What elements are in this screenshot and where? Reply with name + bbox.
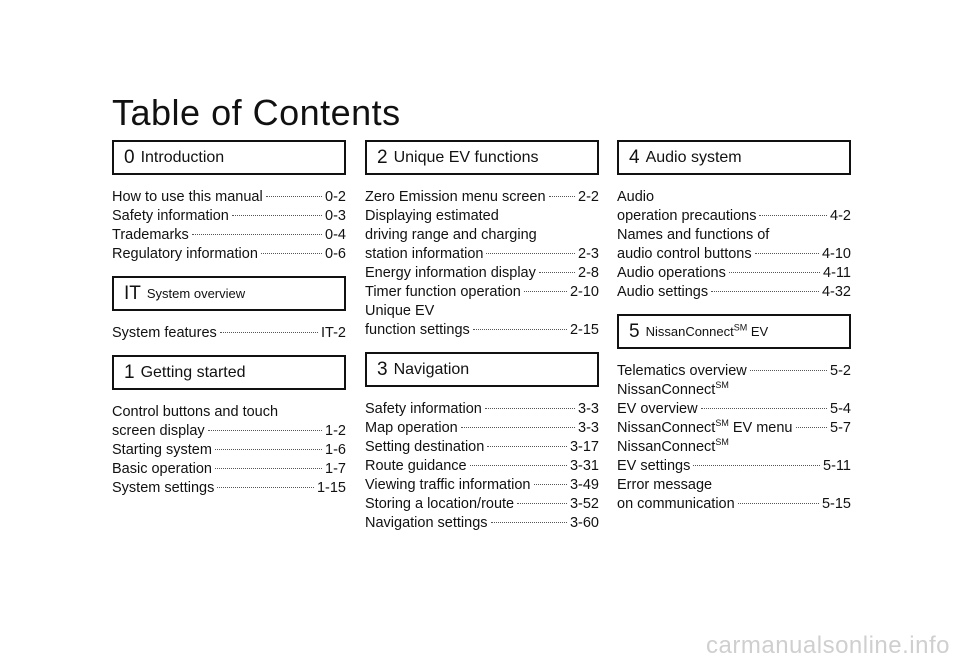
entry-label-text: operation precautions [617, 208, 757, 224]
entry-label [617, 495, 735, 514]
entry-page-number: 5-7 [830, 420, 851, 436]
entry-label [112, 245, 258, 264]
entry-page-number: IT-2 [321, 325, 346, 341]
section-name: Unique EV functions [393, 148, 539, 166]
entry-lead-label: Audio [617, 189, 655, 205]
entry-row [365, 188, 599, 207]
leader-dots [693, 465, 820, 466]
leader-dots [461, 427, 575, 428]
leader-dots [517, 503, 567, 504]
superscript-mark: SM [715, 418, 729, 429]
toc-section [112, 355, 346, 498]
superscript-mark: SM [733, 322, 748, 333]
toc-entry[interactable] [617, 188, 851, 226]
entry-label [112, 479, 214, 498]
entry-row [365, 495, 599, 514]
entry-page-number: 4-2 [830, 208, 851, 224]
toc-section [365, 140, 599, 340]
leader-dots [549, 196, 576, 197]
entry-label [112, 188, 263, 207]
toc-entry[interactable] [365, 514, 599, 533]
entry-page-number: 4-32 [821, 284, 851, 300]
entry-label [617, 264, 726, 283]
toc-entry[interactable] [617, 419, 851, 438]
entry-label [617, 207, 756, 226]
entry-page-number: 5-2 [830, 363, 851, 379]
section-number: 2 [377, 146, 388, 168]
toc-column-1 [112, 140, 346, 510]
toc-entry[interactable] [112, 207, 346, 226]
entry-row [617, 207, 851, 226]
entry-page-number: 1-7 [325, 461, 346, 477]
toc-entry[interactable] [112, 441, 346, 460]
entry-label [112, 441, 212, 460]
entry-label-text: System features [112, 325, 217, 341]
entry-label [365, 245, 483, 264]
entry-label [617, 362, 747, 381]
entry-label-text: Viewing traffic information [365, 477, 531, 493]
entry-lead-text [365, 207, 599, 245]
toc-entry[interactable] [365, 476, 599, 495]
section-name-suffix [734, 324, 768, 339]
entry-label-text: Route guidance [365, 458, 467, 474]
superscript-mark: SM [715, 437, 729, 448]
entry-page-number: 1-15 [316, 480, 346, 496]
entry-label [365, 321, 470, 340]
watermark: carmanualsonline.info [706, 632, 950, 659]
toc-entry[interactable] [365, 419, 599, 438]
entry-label-text: Basic operation [112, 461, 212, 477]
leader-dots [729, 272, 820, 273]
entry-label-text: Navigation settings [365, 515, 488, 531]
leader-dots [261, 253, 322, 254]
toc-entry[interactable] [112, 403, 346, 441]
entry-row [365, 264, 599, 283]
entry-row [365, 283, 599, 302]
entry-lead-label: Error message [617, 477, 713, 493]
entry-label-text: System settings [112, 480, 215, 496]
entry-row [365, 245, 599, 264]
toc-entry[interactable] [365, 302, 599, 340]
entry-row [112, 441, 346, 460]
entry-row [112, 324, 346, 343]
section-header[interactable] [365, 352, 599, 387]
entry-row [365, 419, 599, 438]
entry-label-text: station information [365, 246, 484, 262]
entry-lead-label: Control buttons and touch [112, 404, 279, 420]
entry-lead-text [617, 226, 851, 245]
section-name: Getting started [140, 363, 246, 381]
entry-page-number: 2-8 [578, 265, 599, 281]
entry-row [617, 400, 851, 419]
leader-dots [711, 291, 819, 292]
toc-entry[interactable] [617, 283, 851, 302]
entry-page-number: 0-4 [325, 227, 346, 243]
toc-entry[interactable] [365, 495, 599, 514]
section-number: 0 [124, 146, 135, 168]
entry-label [365, 438, 484, 457]
entry-page-number: 0-6 [325, 246, 346, 262]
entry-label [112, 226, 189, 245]
section-header[interactable] [112, 355, 346, 390]
entry-page-number: 5-11 [823, 458, 851, 474]
entry-lead-text [617, 381, 851, 400]
entry-page-number: 0-3 [325, 208, 346, 224]
entry-page-number: 3-52 [569, 496, 599, 512]
toc-entry[interactable] [365, 457, 599, 476]
entry-label [365, 283, 521, 302]
leader-dots [738, 503, 819, 504]
entry-lead-text [617, 438, 851, 457]
entry-label-text: screen display [112, 423, 205, 439]
entry-label-text: Telematics overview [617, 363, 747, 379]
entry-label-text: Energy information display [365, 265, 536, 281]
entry-page-number: 1-6 [325, 442, 346, 458]
entry-label [112, 422, 205, 441]
toc-entry[interactable] [365, 283, 599, 302]
entry-row [617, 283, 851, 302]
entry-label-text: EV overview [617, 401, 698, 417]
entry-row [617, 245, 851, 264]
leader-dots [755, 253, 819, 254]
entry-label-text: on communication [617, 496, 735, 512]
leader-dots [491, 522, 567, 523]
entry-lead-text [365, 302, 599, 321]
entry-label-text: Storing a location/route [365, 496, 515, 512]
leader-dots [470, 465, 567, 466]
entry-label-text: function settings [365, 322, 470, 338]
toc-entry[interactable] [365, 400, 599, 419]
section-number: 1 [124, 361, 135, 383]
entry-label [617, 400, 698, 419]
leader-dots [486, 253, 575, 254]
leader-dots [217, 487, 314, 488]
entry-page-number: 3-31 [569, 458, 599, 474]
entry-label [617, 283, 708, 302]
entry-row [112, 479, 346, 498]
toc-entry[interactable] [617, 381, 851, 419]
entry-row [112, 460, 346, 479]
toc-entry[interactable] [617, 476, 851, 514]
entry-row [365, 321, 599, 340]
entry-label [365, 476, 531, 495]
toc-entry[interactable] [112, 460, 346, 479]
section-name: Navigation [393, 360, 470, 378]
entry-page-number: 5-15 [821, 496, 851, 512]
section-header[interactable] [617, 314, 851, 349]
section-name: System overview [146, 286, 246, 301]
section-number: IT [124, 282, 141, 304]
entry-row [617, 495, 851, 514]
entry-row [617, 457, 851, 476]
entry-row [365, 400, 599, 419]
entry-lead-label: NissanConnect [617, 382, 716, 398]
entry-row [112, 245, 346, 264]
entry-page-number: 4-11 [823, 265, 851, 281]
toc-entry[interactable] [617, 438, 851, 476]
superscript-mark: SM [715, 380, 729, 391]
entry-page-number: 5-4 [830, 401, 851, 417]
leader-dots [701, 408, 827, 409]
entry-label [365, 419, 458, 438]
toc-entry[interactable] [112, 479, 346, 498]
entry-page-number: 2-10 [569, 284, 599, 300]
toc-entry[interactable] [365, 264, 599, 283]
entry-page-number: 3-49 [569, 477, 599, 493]
section-number: 5 [629, 320, 640, 342]
entry-label-text: Starting system [112, 442, 212, 458]
leader-dots [220, 332, 318, 333]
entry-label-text: EV settings [617, 458, 691, 474]
entry-label-text: Trademarks [112, 227, 189, 243]
leader-dots [473, 329, 567, 330]
entry-label-text: Map operation [365, 420, 458, 436]
entry-row [112, 207, 346, 226]
leader-dots [796, 427, 828, 428]
leader-dots [759, 215, 827, 216]
toc-entry[interactable] [112, 245, 346, 264]
leader-dots [266, 196, 322, 197]
entry-label [365, 457, 467, 476]
entry-page-number: 2-3 [578, 246, 599, 262]
toc-section [365, 352, 599, 533]
toc-entry[interactable] [365, 207, 599, 264]
entry-lead-label: NissanConnect [617, 439, 716, 455]
leader-dots [192, 234, 322, 235]
leader-dots [534, 484, 567, 485]
entry-label-text: Audio settings [617, 284, 709, 300]
entry-label-text: audio control buttons [617, 246, 752, 262]
leader-dots [208, 430, 322, 431]
toc-entry[interactable] [112, 226, 346, 245]
section-header[interactable] [112, 140, 346, 175]
entry-label [365, 514, 488, 533]
entry-label-text: Setting destination [365, 439, 485, 455]
leader-dots [524, 291, 567, 292]
entry-label-text: Zero Emission menu screen [365, 189, 546, 205]
entry-label-after: EV menu [728, 420, 793, 436]
page-title: Table of Contents [112, 92, 401, 133]
entry-page-number: 3-3 [578, 401, 599, 417]
section-header[interactable] [112, 276, 346, 311]
entry-row [617, 419, 851, 438]
entry-label [112, 207, 229, 226]
entry-label [617, 457, 690, 476]
entry-page-number: 1-2 [325, 423, 346, 439]
toc-entry[interactable] [112, 324, 346, 343]
section-number: 3 [377, 358, 388, 380]
entry-row [617, 362, 851, 381]
section-name-after: EV [747, 324, 769, 339]
entry-label [365, 400, 482, 419]
section-name: Introduction [140, 148, 225, 166]
section-name: NissanConnect [645, 324, 734, 339]
entry-label [112, 460, 212, 479]
leader-dots [215, 449, 322, 450]
entry-row [365, 438, 599, 457]
entry-lead-text [617, 476, 851, 495]
section-header[interactable] [365, 140, 599, 175]
entry-label [365, 264, 536, 283]
leader-dots [487, 446, 567, 447]
section-name: Audio system [645, 148, 742, 166]
entry-label-text: How to use this manual [112, 189, 263, 205]
toc-entry[interactable] [365, 188, 599, 207]
toc-entry[interactable] [617, 226, 851, 264]
entry-label [365, 188, 546, 207]
toc-column-3 [617, 140, 851, 526]
toc-section [112, 276, 346, 343]
section-number: 4 [629, 146, 640, 168]
entry-page-number: 3-17 [569, 439, 599, 455]
entry-page-number: 2-2 [578, 189, 599, 205]
leader-dots [485, 408, 575, 409]
entry-row [365, 514, 599, 533]
entry-row [112, 422, 346, 441]
entry-label [112, 324, 217, 343]
toc-entry[interactable] [617, 362, 851, 381]
entry-page-number: 3-3 [578, 420, 599, 436]
toc-entry[interactable] [365, 438, 599, 457]
toc-section [617, 140, 851, 302]
entry-label-text: Timer function operation [365, 284, 521, 300]
toc-column-2 [365, 140, 599, 545]
entry-label-text: Safety information [365, 401, 482, 417]
entry-lead-label: Names and functions of [617, 227, 770, 243]
entry-row [112, 188, 346, 207]
entry-label-text: Regulatory information [112, 246, 258, 262]
toc-entry[interactable] [617, 264, 851, 283]
entry-page-number: 0-2 [325, 189, 346, 205]
entry-page-number: 2-15 [569, 322, 599, 338]
entry-page-number: 3-60 [569, 515, 599, 531]
entry-lead-label: Unique EV [365, 303, 435, 319]
entry-label [617, 245, 752, 264]
section-header[interactable] [617, 140, 851, 175]
toc-entry[interactable] [112, 188, 346, 207]
entry-lead-label: Displaying estimated driving range and charging [365, 208, 537, 243]
toc-section [112, 140, 346, 264]
entry-row [365, 457, 599, 476]
leader-dots [215, 468, 322, 469]
entry-label [617, 419, 793, 438]
entry-label-text: Safety information [112, 208, 229, 224]
leader-dots [232, 215, 322, 216]
entry-label-text: NissanConnect [617, 420, 716, 436]
leader-dots [539, 272, 575, 273]
toc-section [617, 314, 851, 514]
entry-row [112, 226, 346, 245]
leader-dots [750, 370, 827, 371]
entry-page-number: 4-10 [821, 246, 851, 262]
entry-lead-text [112, 403, 346, 422]
entry-lead-text [617, 188, 851, 207]
entry-label [365, 495, 514, 514]
entry-label-text: Audio operations [617, 265, 726, 281]
entry-row [617, 264, 851, 283]
entry-row [365, 476, 599, 495]
